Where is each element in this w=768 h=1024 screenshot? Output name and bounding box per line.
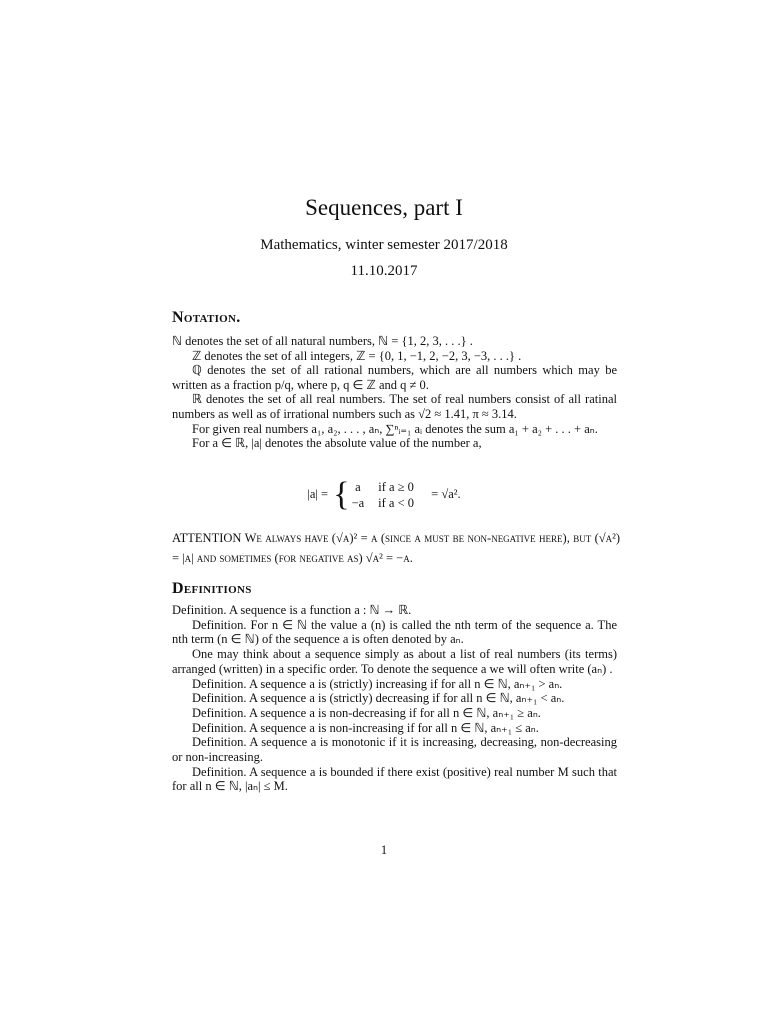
definition-bounded: Definition. A sequence a is bounded if there exist (positive) real number M such that for all n ∈ ℕ, |aₙ| ≤ M. [172, 764, 617, 794]
definition-sequence: Definition. A sequence is a function a : ℕ → ℝ. [172, 603, 412, 617]
notation-heading: Notation. [172, 309, 241, 326]
formula-lhs: |a| = [307, 486, 329, 501]
case-row [352, 495, 428, 511]
notation-body [172, 334, 617, 451]
definitions-heading: Definitions [172, 580, 252, 597]
definition-list-remark: One may think about a sequence simply as about a list of real numbers (its terms) arranged (written) in a specific order. To denote the sequence a we will often write (aₙ) . [172, 647, 617, 676]
definition-monotonic: Definition. A sequence a is monotonic if it is increasing, decreasing, non-decreasing or non-increasing. [172, 735, 617, 765]
case-condition: if a ≥ 0 [378, 480, 414, 494]
case-value: a [355, 480, 361, 494]
notation-paragraph-rationals: ℚ denotes the set of all rational numbers, which are all numbers which may be written as a fraction p/q, where p, q ∈ ℤ and q ≠ 0. [172, 363, 617, 392]
formula-cases [331, 478, 428, 512]
case-row [352, 479, 428, 495]
definition-non-increasing: Definition. A sequence a is non-increasing if for all n ∈ ℕ, aₙ₊₁ ≤ aₙ. [192, 720, 539, 735]
document-title: Sequences, part I [305, 195, 463, 220]
definition-decreasing: Definition. A sequence a is (strictly) decreasing if for all n ∈ ℕ, aₙ₊₁ < aₙ. [192, 691, 565, 706]
notation-paragraph-reals: ℝ denotes the set of all real numbers. The set of real numbers consist of all ratinal numbers as well as of irrational numbers such as √2 ≈ 1.41, π ≈ 3.14. [172, 392, 617, 421]
case-value: −a [351, 496, 365, 510]
definition-increasing: Definition. A sequence a is (strictly) increasing if for all n ∈ ℕ, aₙ₊₁ > aₙ. [192, 676, 563, 691]
notation-paragraph-absolute-value: For a ∈ ℝ, |a| denotes the absolute value of the number a, [192, 436, 482, 451]
definitions-body [172, 603, 617, 794]
page-number: 1 [380, 843, 388, 857]
document-date: 11.10.2017 [350, 263, 418, 279]
notation-paragraph-sum: For given real numbers a₁, a₂, . . . , aₙ, ∑ⁿᵢ₌₁ aᵢ denotes the sum a₁ + a₂ + . . . + aₙ. [192, 421, 598, 436]
cases-table [352, 479, 428, 511]
definition-non-decreasing: Definition. A sequence a is non-decreasing if for all n ∈ ℕ, aₙ₊₁ ≥ aₙ. [192, 705, 541, 720]
formula-rhs: = √a². [431, 486, 461, 501]
absolute-value-formula [0, 478, 768, 512]
notation-paragraph-naturals: ℕ denotes the set of all natural numbers, ℕ = {1, 2, 3, . . .} . [172, 334, 473, 348]
document-subtitle: Mathematics, winter semester 2017/2018 [260, 237, 508, 253]
definition-nth-term: Definition. For n ∈ ℕ the value a (n) is called the nth term of the sequence a. The nth term (n ∈ ℕ) of the sequence a is often denoted by aₙ. [172, 617, 617, 647]
notation-paragraph-integers: ℤ denotes the set of all integers, ℤ = {0, 1, −1, 2, −2, 3, −3, . . .} . [192, 348, 522, 363]
case-condition: if a < 0 [378, 496, 415, 510]
attention-note: ATTENTION We always have (√a)² = a (since a must be non-negative here), but (√a²) = |a| and sometimes (for negative as) √a² = −a. [172, 531, 620, 565]
brace-icon: { [333, 476, 350, 513]
